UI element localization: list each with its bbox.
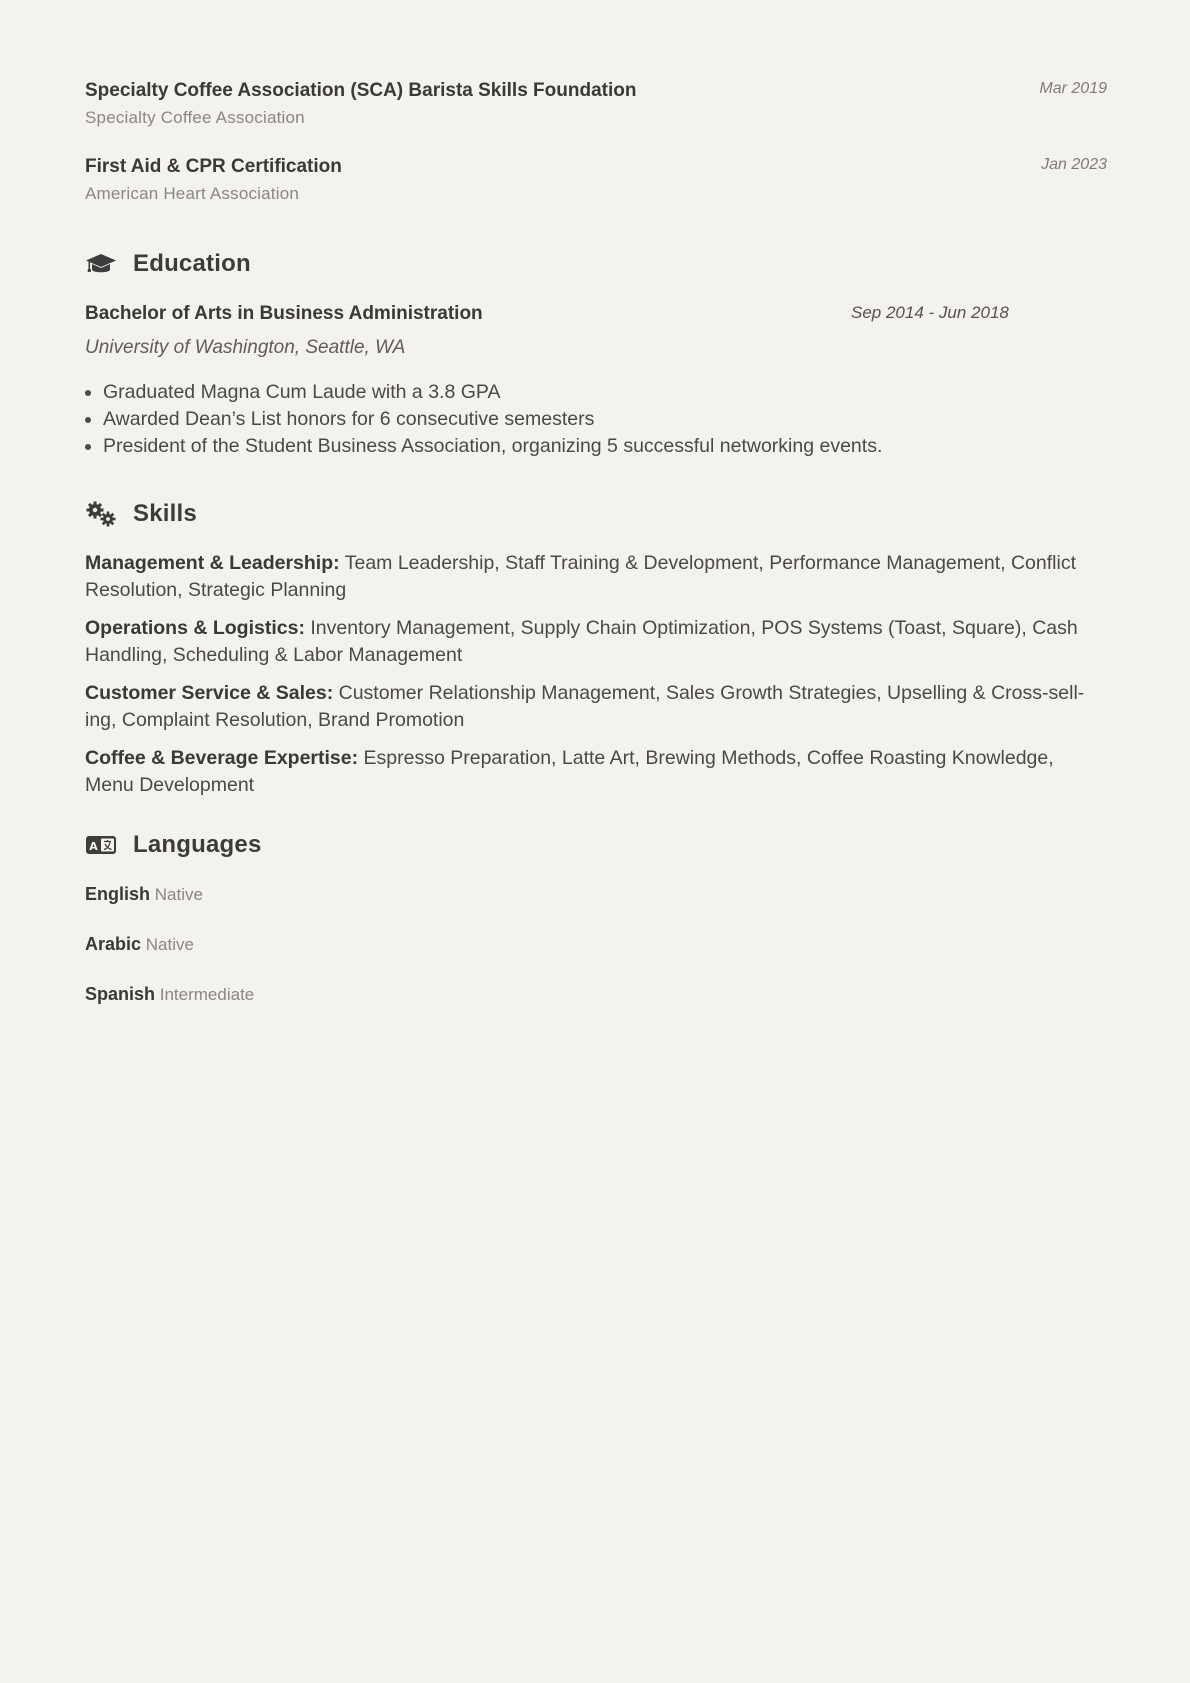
list-item: • President of the Student Business Association, organizing 5 successful networking events. bbox=[103, 433, 1107, 460]
language-level: Native bbox=[145, 935, 194, 954]
education-entry bbox=[85, 303, 1107, 460]
language-level: Intermediate bbox=[159, 985, 255, 1004]
degree-title: Bachelor of Arts in Business Administration bbox=[85, 303, 483, 324]
certification-title: Specialty Coffee Association (SCA) Barista Skills Foundation bbox=[85, 80, 637, 101]
skills-list bbox=[85, 550, 1107, 799]
language-level: Native bbox=[154, 885, 203, 904]
skill-group-label: Coffee & Beverage Expertise: bbox=[85, 747, 359, 769]
skill-group-label: Operations & Logistics: bbox=[85, 617, 305, 639]
skill-group-text: Customer Relationship Management, Sales Growth Strategies, Upselling & Cross-sell-ing, Complaint Resolution, Brand Promotion bbox=[85, 682, 1085, 731]
language-name: Arabic bbox=[85, 934, 142, 954]
certification-issuer: American Heart Association bbox=[85, 184, 300, 203]
certification-title: First Aid & CPR Certification bbox=[85, 156, 342, 177]
certification-item bbox=[85, 156, 1107, 204]
skill-group bbox=[85, 745, 1107, 799]
section-title: Languages bbox=[133, 831, 262, 858]
language-name: English bbox=[85, 884, 151, 904]
skill-group-label: Customer Service & Sales: bbox=[85, 682, 334, 704]
language-item bbox=[85, 884, 203, 905]
education-dates: Sep 2014 - Jun 2018 bbox=[851, 303, 1009, 322]
school-name: University of Washington, Seattle, WA bbox=[85, 337, 406, 358]
language-item bbox=[85, 984, 254, 1005]
language-name: Spanish bbox=[85, 984, 156, 1004]
svg-text:A: A bbox=[89, 840, 98, 853]
language-item bbox=[85, 934, 194, 955]
gears-icon bbox=[85, 501, 117, 527]
skill-group bbox=[85, 615, 1107, 669]
certification-issuer: Specialty Coffee Association bbox=[85, 108, 305, 127]
list-item: • Awarded Dean’s List honors for 6 consecutive semesters bbox=[103, 406, 1107, 433]
certification-date: Mar 2019 bbox=[1039, 80, 1107, 97]
certification-item bbox=[85, 80, 1107, 128]
section-title: Education bbox=[133, 250, 251, 277]
education-section-header bbox=[85, 250, 251, 278]
skill-group bbox=[85, 680, 1107, 734]
skill-group-text: Team Leadership, Staff Training & Development, Performance Management, Conflict Resolution, Strategic Planning bbox=[85, 552, 1076, 601]
skills-section-header bbox=[85, 500, 197, 528]
education-highlights bbox=[85, 379, 1107, 460]
list-item: • Graduated Magna Cum Laude with a 3.8 GPA bbox=[103, 379, 1107, 406]
certification-date: Jan 2023 bbox=[1041, 156, 1107, 173]
languages-section-header bbox=[85, 831, 262, 859]
language-icon bbox=[85, 832, 117, 858]
graduation-cap-icon bbox=[85, 251, 117, 277]
skill-group-text: Inventory Management, Supply Chain Optimization, POS Systems (Toast, Square), Cash Handling, Scheduling & Labor Management bbox=[85, 617, 1078, 666]
skill-group-text: Espresso Preparation, Latte Art, Brewing Methods, Coffee Roasting Knowledge, Menu Development bbox=[85, 747, 1054, 796]
skill-group bbox=[85, 550, 1107, 604]
section-title: Skills bbox=[133, 500, 197, 527]
skill-group-label: Management & Leadership: bbox=[85, 552, 340, 574]
